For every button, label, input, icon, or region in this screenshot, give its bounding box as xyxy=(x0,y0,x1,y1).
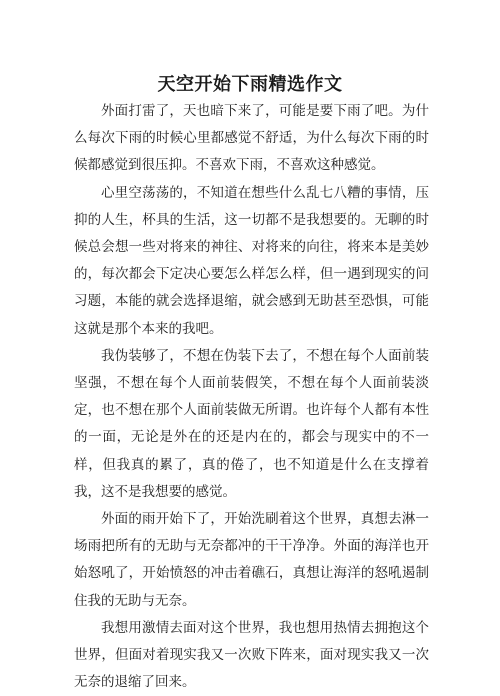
page-title: 天空开始下雨精选作文 xyxy=(157,74,343,96)
paragraph-2: 心里空荡荡的，不知道在想些什么乱七八糟的事情，压抑的人生，杯具的生活，这一切都不是我想要的。无聊的时候总会想一些对将来的神往、对将来的向往，将来本是美妙的，每次都会下定决心要怎么样怎么样，但一遇到现实的问习题，本能的就会选择退缩，就会感到无助甚至恐惧，可能这就是那个本来的我吧。 xyxy=(74,184,429,337)
paragraph-4: 外面的雨开始下了，开始洗刷着这个世界，真想去淋一场雨把所有的无助与无奈都冲的干干净净。外面的海洋也开始怒吼了，开始愤怒的冲击着礁石，真想让海洋的怒吼遏制住我的无助与无奈。 xyxy=(74,511,429,609)
article-body xyxy=(74,98,429,696)
paragraph-5: 我想用激情去面对这个世界，我也想用热情去拥抱这个世界，但面对着现实我又一次败下阵来，面对现实我又一次无奈的退缩了回来。 xyxy=(74,619,429,691)
paragraph-3: 我伪装够了，不想在伪装下去了，不想在每个人面前装坚强，不想在每个人面前装假笑，不想在每个人面前装淡定，也不想在那个人面前装做无所谓。也许每个人都有本性的一面，无论是外在的还是内在的，都会与现实中的不一样，但我真的累了，真的倦了，也不知道是什么在支撑着我，这不是我想要的感觉。 xyxy=(74,347,429,500)
paragraph-1: 外面打雷了，天也暗下来了，可能是要下雨了吧。为什么每次下雨的时候心里都感觉不舒适，为什么每次下雨的时候都感觉到很压抑。不喜欢下雨，不喜欢这种感觉。 xyxy=(74,103,429,174)
